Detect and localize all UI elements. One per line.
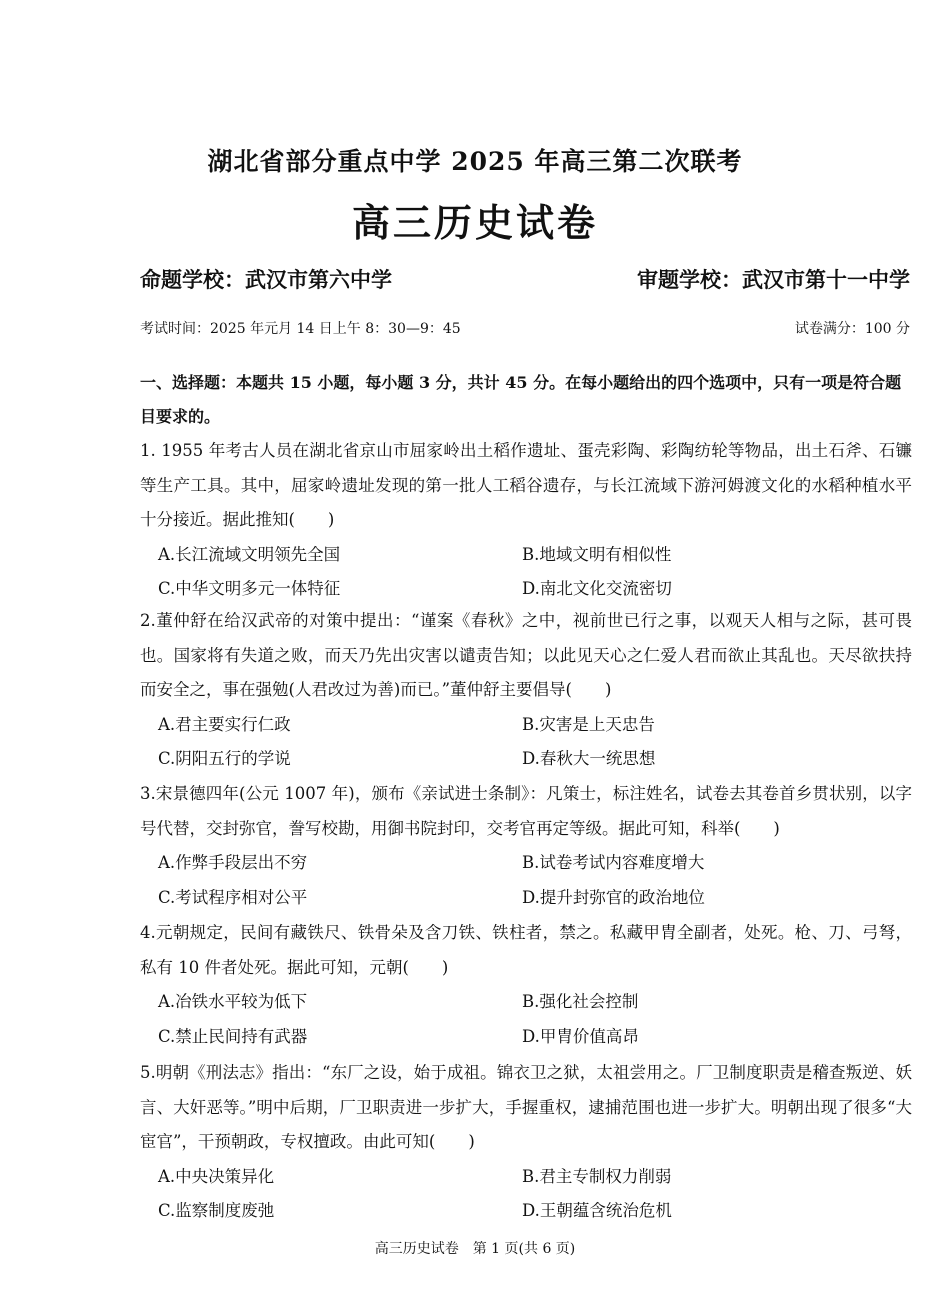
school-info [140,264,910,294]
question-options [158,708,912,777]
option-b: B.君主专制权力削弱 [522,1166,672,1186]
full-score: 试卷满分：100 分 [794,321,910,337]
question-stem: 3.宋景德四年(公元 1007 年)，颁布《亲试进士条制》：凡策士，标注姓名，试卷去其卷首乡贯状别，以字号代替，交封弥官，誊写校勘，用御书院封印，交考官再定等级。据此可知，科举( ) [140,784,912,838]
question-options [158,1160,912,1229]
option-a: A.作弊手段层出不穷 [158,853,308,872]
option-a: A.冶铁水平较为低下 [158,992,308,1011]
question-options [158,985,912,1054]
option-d: D.王朝蕴含统治危机 [522,1201,672,1220]
option-c: C.中华文明多元一体特征 [158,579,341,598]
option-d: D.春秋大一统思想 [522,749,656,768]
option-b: B.灾害是上天忠告 [522,714,655,734]
option-d: D.甲胄价值高昂 [522,1026,639,1046]
question-stem: 2.董仲舒在给汉武帝的对策中提出：“谨案《春秋》之中，视前世已行之事，以观天人相与之际，甚可畏也。国家将有失道之败，而天乃先出灾害以谴责告知；以此见天心之仁爱人君而欲止其乱也。天尽欲扶持而安全之，事在强勉(人君改过为善)而已。”董仲舒主要倡导( ) [140,611,912,699]
section-heading: 一、选择题：本题共 15 小题，每小题 3 分，共计 45 分。在每小题给出的四个选项中，只有一项是符合题目要求的。 [140,373,902,426]
exam-name: 湖北省部分重点中学 2025 年高三第二次联考 [207,147,743,176]
option-b: B.地域文明有相似性 [522,544,672,564]
question-stem: 1. 1955 年考古人员在湖北省京山市屈家岭出土稻作遗址、蛋壳彩陶、彩陶纺轮等物品，出土石斧、石镰等生产工具。其中，屈家岭遗址发现的第一批人工稻谷遗存，与长江流域下游河姆渡文化的水稻种植水平十分接近。据此推知( ) [140,441,912,529]
question-2 [140,604,912,777]
option-d: D.提升封弥官的政治地位 [522,887,705,907]
option-c: C.监察制度废弛 [158,1201,275,1220]
option-b: B.试卷考试内容难度增大 [522,853,705,872]
option-c: C.阴阳五行的学说 [158,749,291,768]
question-5 [140,1056,912,1229]
page-footer: 高三历史试卷 第 1 页(共 6 页) [374,1241,576,1257]
option-a: A.君主要实行仁政 [158,714,291,734]
option-d: D.南北文化交流密切 [522,579,672,598]
option-c: C.考试程序相对公平 [158,887,308,907]
exam-time: 考试时间：2025 年元月 14 日上午 8：30—9：45 [140,321,461,337]
paper-title: 高三历史试卷 [351,200,598,245]
option-b: B.强化社会控制 [522,992,639,1011]
question-3 [140,777,912,915]
setting-school: 命题学校：武汉市第六中学 [140,267,392,292]
option-a: A.中央决策异化 [158,1166,275,1186]
question-stem: 4.元朝规定，民间有藏铁尺、铁骨朵及含刀铁、铁柱者，禁之。私藏甲胄全副者，处死。枪、刀、弓弩，私有 10 件者处死。据此可知，元朝( ) [140,923,912,977]
question-1 [140,434,912,607]
question-options [158,846,912,915]
exam-meta [140,318,910,338]
review-school: 审题学校：武汉市第十一中学 [637,267,910,292]
option-a: A.长江流域文明领先全国 [158,544,341,564]
question-stem: 5.明朝《刑法志》指出：“东厂之设，始于成祖。锦衣卫之狱，太祖尝用之。厂卫制度职责是稽查叛逆、妖言、大奸恶等。”明中后期，厂卫职责进一步扩大，手握重权，逮捕范围也进一步扩大。明朝出现了很多“大宦官”，干预朝政，专权擅政。由此可知( ) [140,1063,912,1151]
option-c: C.禁止民间持有武器 [158,1026,308,1046]
question-options [158,538,912,607]
question-4 [140,916,912,1054]
